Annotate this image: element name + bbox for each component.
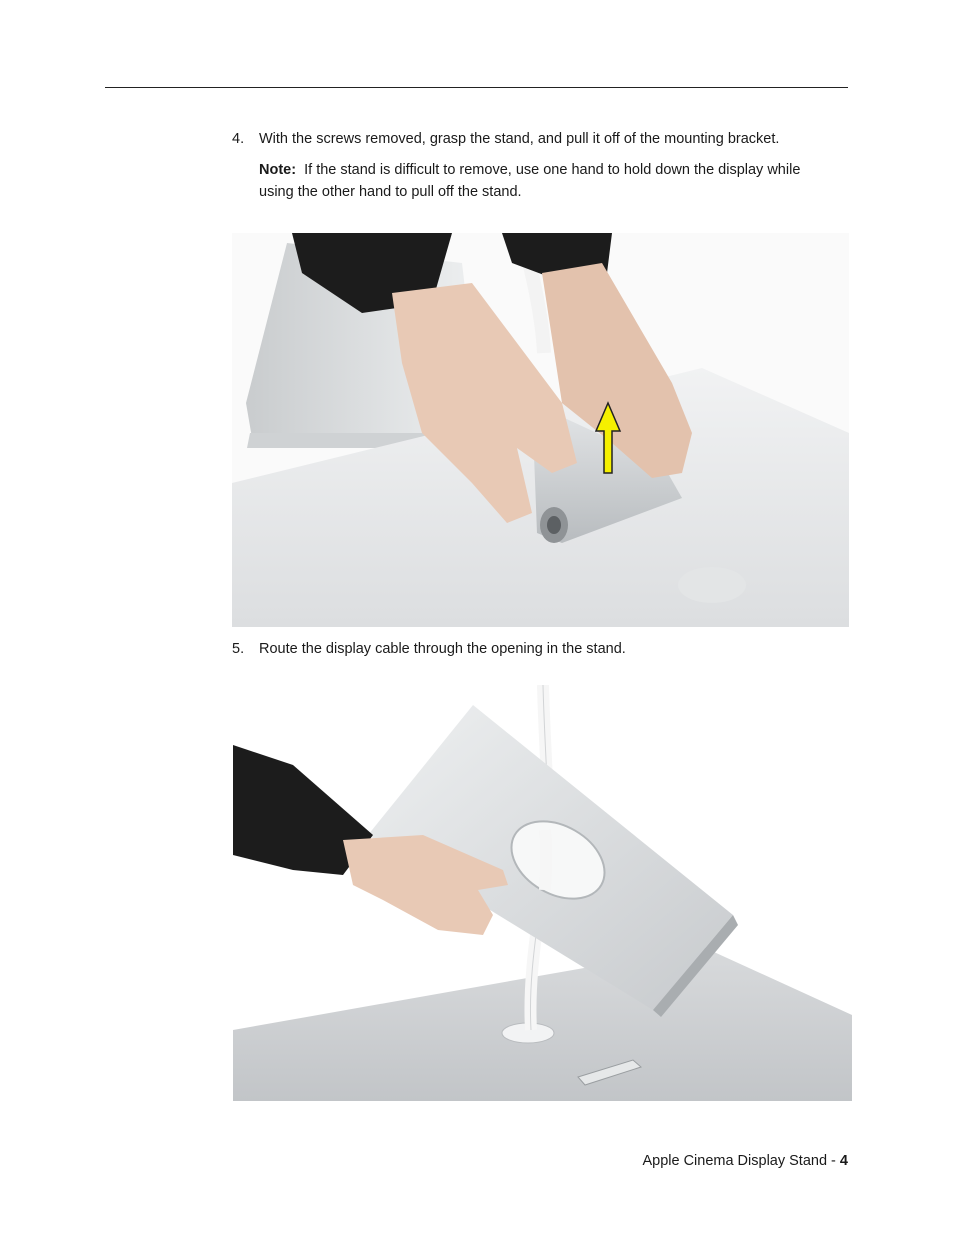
step-5-number: 5. <box>232 641 245 657</box>
note-label: Note: <box>259 162 297 178</box>
footer-title: Apple Cinema Display Stand - <box>642 1153 840 1169</box>
note-block <box>259 159 849 203</box>
step-4-text: With the screws removed, grasp the stand, and pull it off of the mounting bracket. <box>259 131 780 147</box>
photo-route-cable-illustration <box>233 685 852 1101</box>
photo-remove-stand <box>232 233 849 627</box>
photo-route-cable <box>233 685 852 1101</box>
step-4-number: 4. <box>232 131 245 147</box>
photo-remove-stand-illustration <box>232 233 849 627</box>
note-text-line2: using the other hand to pull off the stand. <box>259 184 522 200</box>
page-footer <box>642 1151 848 1171</box>
header-rule <box>105 87 848 88</box>
page-number: 4 <box>839 1153 848 1169</box>
step-5-text: Route the display cable through the opening in the stand. <box>259 641 626 657</box>
note-text-line1: If the stand is difficult to remove, use one hand to hold down the display while <box>304 162 801 178</box>
